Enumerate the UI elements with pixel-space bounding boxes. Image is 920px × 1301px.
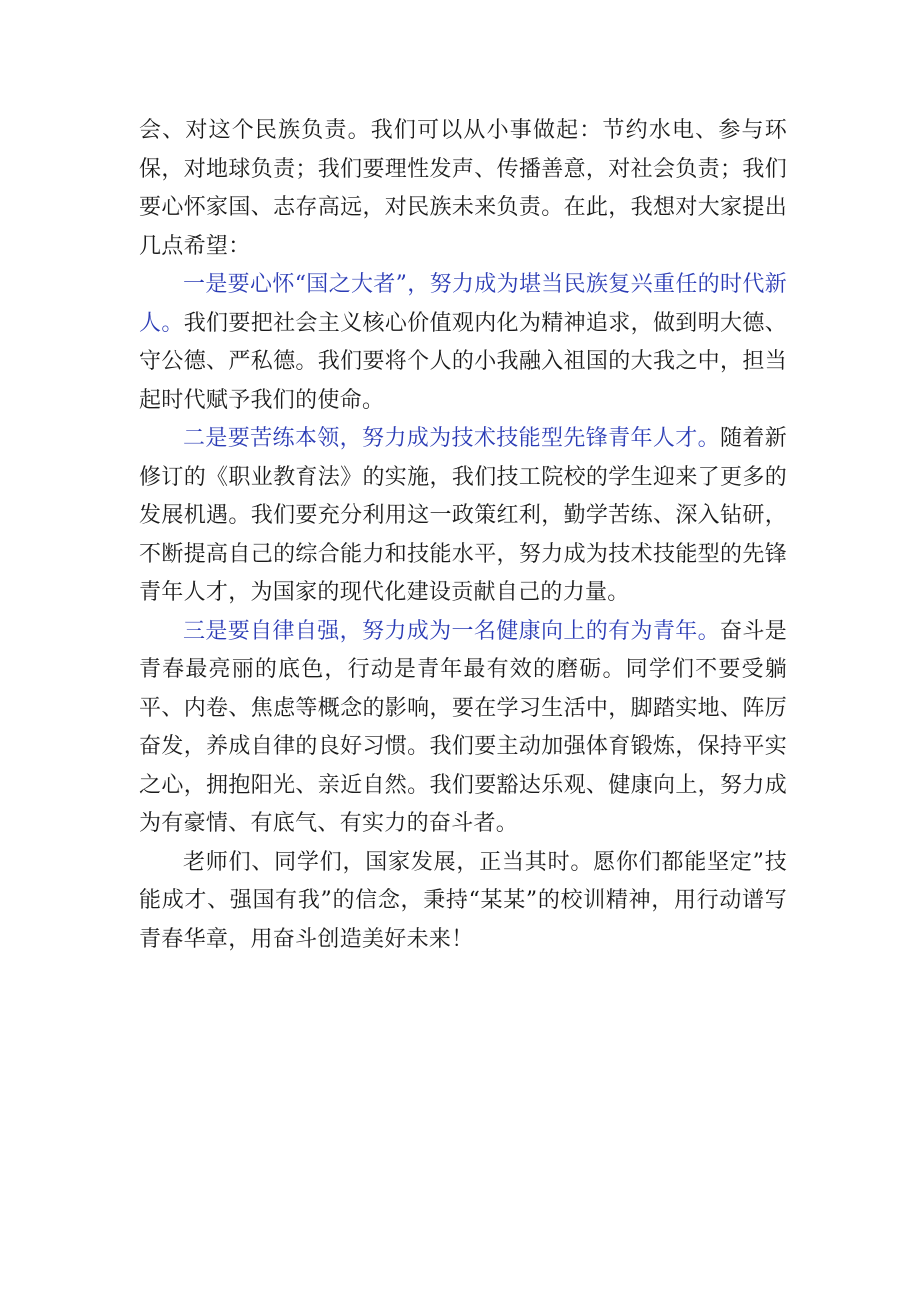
paragraph-highlight: 三是要自律自强，努力成为一名健康向上的有为青年。 [183, 618, 720, 644]
paragraph-continuation [139, 112, 787, 266]
paragraph-closing [139, 844, 787, 960]
paragraph-highlight: 二是要苦练本领，努力成为技术技能型先锋青年人才。 [183, 426, 720, 451]
paragraph-text: 老师们、同学们，国家发展，正当其时。愿你们都能坚定”技能成才、强国有我”的信念，秉持“某某”的校训精神，用行动谱写青春华章，用奋斗创造美好未来！ [139, 849, 787, 952]
paragraph-hope-three [139, 613, 787, 844]
paragraph-text: 我们要把社会主义核心价值观内化为精神追求，做到明大德、守公德、严私德。我们要将个人的小我融入祖国的大我之中，担当起时代赋予我们的使命。 [139, 310, 787, 413]
document-body [139, 112, 787, 959]
paragraph-text: 随着新修订的《职业教育法》的实施，我们技工院校的学生迎来了更多的发展机遇。我们要充分利用这一政策红利，勤学苦练、深入钻研，不断提高自己的综合能力和技能水平，努力成为技术技能型的先锋青年人才，为国家的现代化建设贡献自己的力量。 [139, 426, 787, 605]
paragraph-hope-one [139, 266, 787, 420]
paragraph-highlight: 一是要心怀“国之大者”，努力成为堪当民族复兴重任的时代新人。 [139, 272, 787, 336]
paragraph-text: 奋斗是青春最亮丽的底色，行动是青年最有效的磨砺。同学们不要受躺平、内卷、焦虑等概念的影响，要在学习生活中，脚踏实地、阵厉奋发，养成自律的良好习惯。我们要主动加强体育锻炼，保持平实之心，拥抱阳光、亲近自然。我们要豁达乐观、健康向上，努力成为有豪情、有底气、有实力的奋斗者。 [139, 618, 787, 836]
paragraph-text: 会、对这个民族负责。我们可以从小事做起：节约水电、参与环保，对地球负责；我们要理性发声、传播善意，对社会负责；我们要心怀家国、志存高远，对民族未来负责。在此，我想对大家提出几点希望： [139, 118, 787, 259]
paragraph-hope-two [139, 420, 787, 613]
